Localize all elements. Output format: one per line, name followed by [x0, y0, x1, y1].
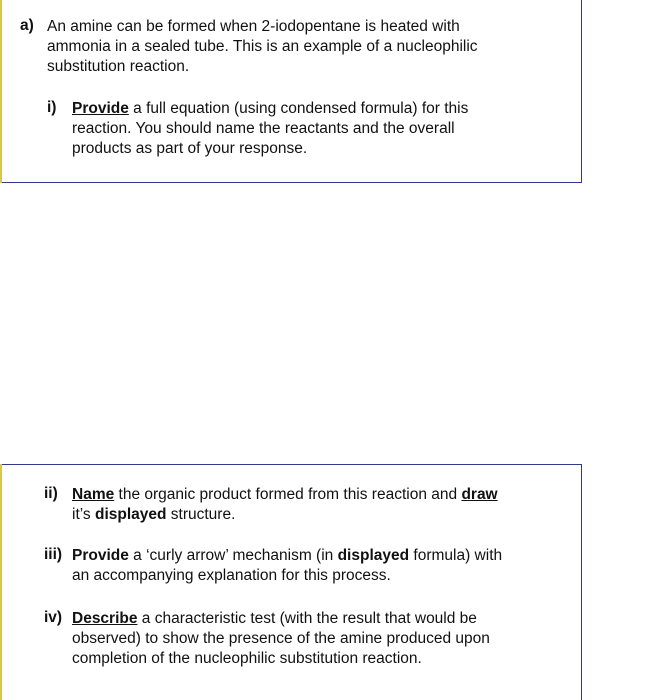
- question-iii-label: iii): [44, 546, 63, 563]
- question-i-line-3: products as part of your response.: [72, 140, 308, 157]
- question-iv-line-1-rest: a characteristic test (with the result that would be: [137, 610, 477, 627]
- describe-verb: Describe: [72, 610, 138, 627]
- question-iii-line-1-post: formula) with: [409, 547, 503, 564]
- part-a-text: [47, 17, 478, 77]
- part-a-line-2: ammonia in a sealed tube. This is an example of a nucleophilic: [47, 38, 478, 55]
- question-ii-line-2-pre: it’s: [72, 506, 95, 523]
- draw-verb: draw: [461, 486, 498, 503]
- question-iii-line-1-mid: a ‘curly arrow’ mechanism (in: [128, 547, 338, 564]
- question-ii-line-1-mid: the organic product formed from this reaction and: [114, 486, 462, 503]
- question-iv-line-3: completion of the nucleophilic substitution reaction.: [72, 650, 422, 667]
- provide-verb: Provide: [72, 100, 129, 117]
- margin-accent: [0, 0, 2, 183]
- question-ii-label: ii): [44, 485, 58, 502]
- question-iv-line-2: observed) to show the presence of the amine produced upon: [72, 630, 490, 647]
- name-verb: Name: [72, 486, 115, 503]
- question-iv-line-1: [72, 609, 490, 629]
- question-ii-line-2-post: structure.: [166, 506, 236, 523]
- question-ii-text: [72, 485, 498, 525]
- question-i-line-1: [72, 99, 468, 119]
- part-a-line-3: substitution reaction.: [47, 58, 190, 75]
- question-i-line-2: reaction. You should name the reactants and the overall: [72, 120, 455, 137]
- question-iv-label: iv): [44, 609, 63, 626]
- displayed-bold: displayed: [94, 506, 167, 523]
- displayed-bold: displayed: [337, 547, 410, 564]
- question-i-text: [72, 99, 468, 159]
- question-i-line-1-rest: a full equation (using condensed formula) for this: [128, 100, 469, 117]
- part-a-label: a): [20, 17, 34, 34]
- question-iii-text: [72, 546, 502, 586]
- question-ii-line-1: [72, 485, 498, 505]
- margin-accent: [0, 464, 2, 700]
- question-ii-line-2: [72, 505, 498, 525]
- part-a-line-1: An amine can be formed when 2-iodopentane is heated with: [47, 18, 460, 35]
- question-iii-line-1: [72, 546, 502, 566]
- question-iii-line-2: an accompanying explanation for this process.: [72, 567, 391, 584]
- provide-verb: Provide: [72, 547, 129, 564]
- question-i-label: i): [47, 99, 57, 116]
- question-iv-text: [72, 609, 490, 669]
